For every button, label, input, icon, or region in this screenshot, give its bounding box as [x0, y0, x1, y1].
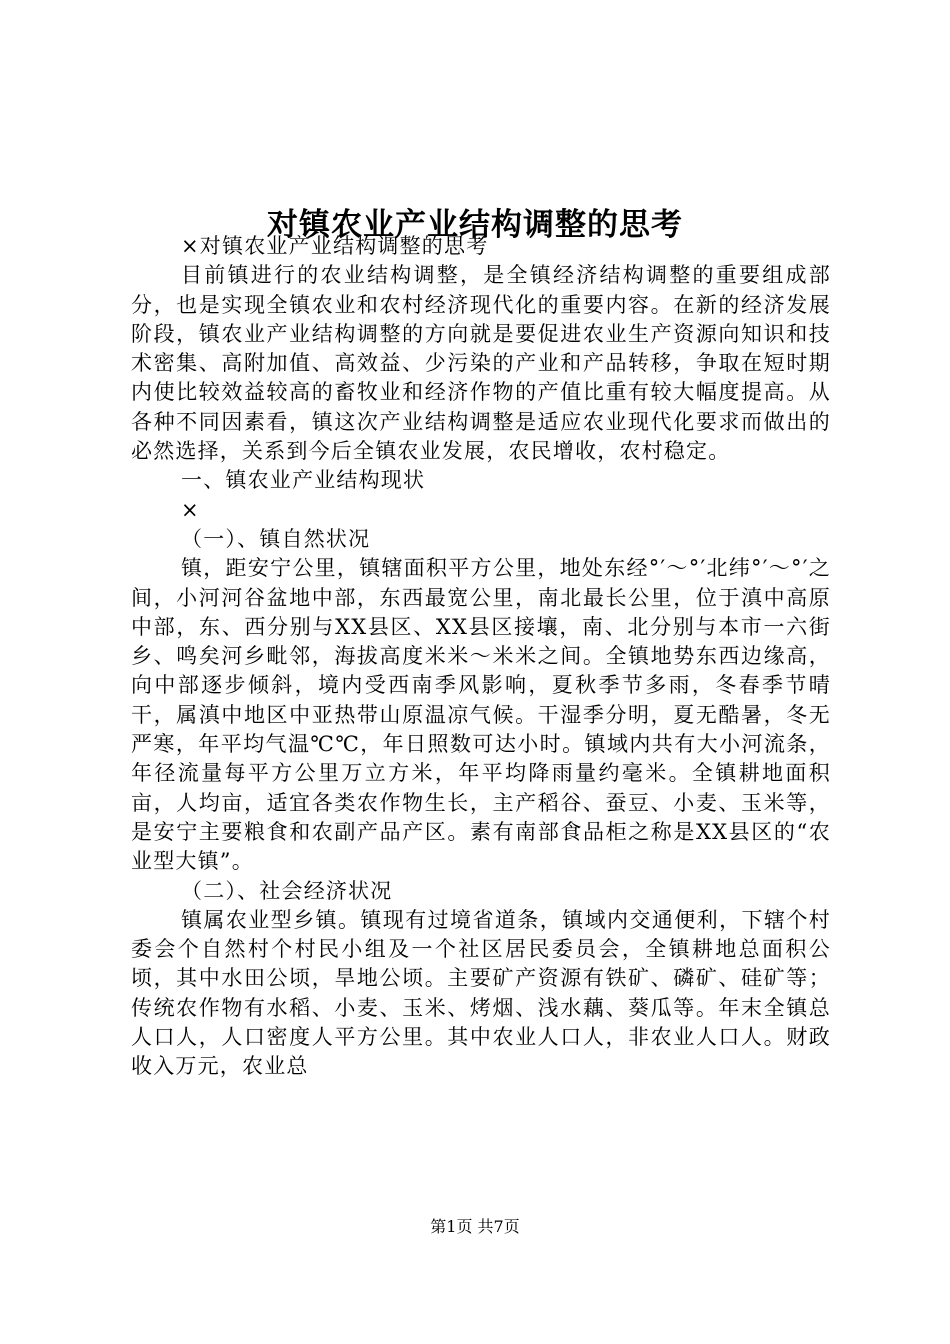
document-title: 对镇农业产业结构调整的思考 — [267, 206, 683, 243]
section-heading-current-status: 一、镇农业产业结构现状 — [181, 468, 426, 493]
page-number-footer: 第1页 共7页 — [430, 1217, 520, 1236]
subsection-heading-natural-conditions: （一）、镇自然状况 — [181, 526, 371, 551]
paragraph-socioeconomic: 镇属农业型乡镇。镇现有过境省道条，镇域内交通便利，下辖个村委会个自然村个村民小组及一个社区居民委员会，全镇耕地总面积公顷，其中水田公顷，旱地公顷。主要矿产资源有铁矿、磷矿、硅矿等；传统农作物有水稻、小麦、玉米、烤烟、浅水藕、葵瓜等。年末全镇总人口人，人口密度人平方公里。其中农业人口人，非农业人口人。财政收入万元，农业总 — [131, 907, 831, 1079]
document-body — [131, 232, 831, 1082]
paragraph-mark: × — [181, 497, 200, 522]
paragraph-subtitle: ×对镇农业产业结构调整的思考 — [181, 234, 489, 258]
paragraph-natural-conditions: 镇，距安宁公里，镇辖面积平方公里，地处东经°′～°′北纬°′～°′之间，小河河谷盆地中部，东西最宽公里，南北最长公里，位于滇中高原中部，东、西分别与XX县区、XX县区接壤，南、北分别与本市一六街乡、鸣矣河乡毗邻，海拔高度米米～米米之间。全镇地势东西边缘高，向中部逐步倾斜，境内受西南季风影响，夏秋季节多雨，冬春季节晴干，属滇中地区中亚热带山原温凉气候。干湿季分明，夏无酷暑，冬无严寒，年平均气温℃℃，年日照数可达小时。镇域内共有大小河流条，年径流量每平方公里万立方米，年平均降雨量约毫米。全镇耕地面积亩，人均亩，适宜各类农作物生长，主产稻谷、蚕豆、小麦、玉米等，是安宁主要粮食和农副产品产区。素有南部食品柜之称是XX县区的“农业型大镇”。 — [131, 556, 831, 874]
subsection-heading-socioeconomic: （二）、社会经济状况 — [181, 878, 393, 903]
paragraph-intro: 目前镇进行的农业结构调整，是全镇经济结构调整的重要组成部分，也是实现全镇农业和农村经济现代化的重要内容。在新的经济发展阶段，镇农业产业结构调整的方向就是要促进农业生产资源向知识和技术密集、高附加值、高效益、少污染的产业和产品转移，争取在短时期内使比较效益较高的畜牧业和经济作物的产值比重有较大幅度提高。从各种不同因素看，镇这次产业结构调整是适应农业现代化要求而做出的必然选择，关系到今后全镇农业发展，农民增收，农村稳定。 — [131, 263, 831, 464]
